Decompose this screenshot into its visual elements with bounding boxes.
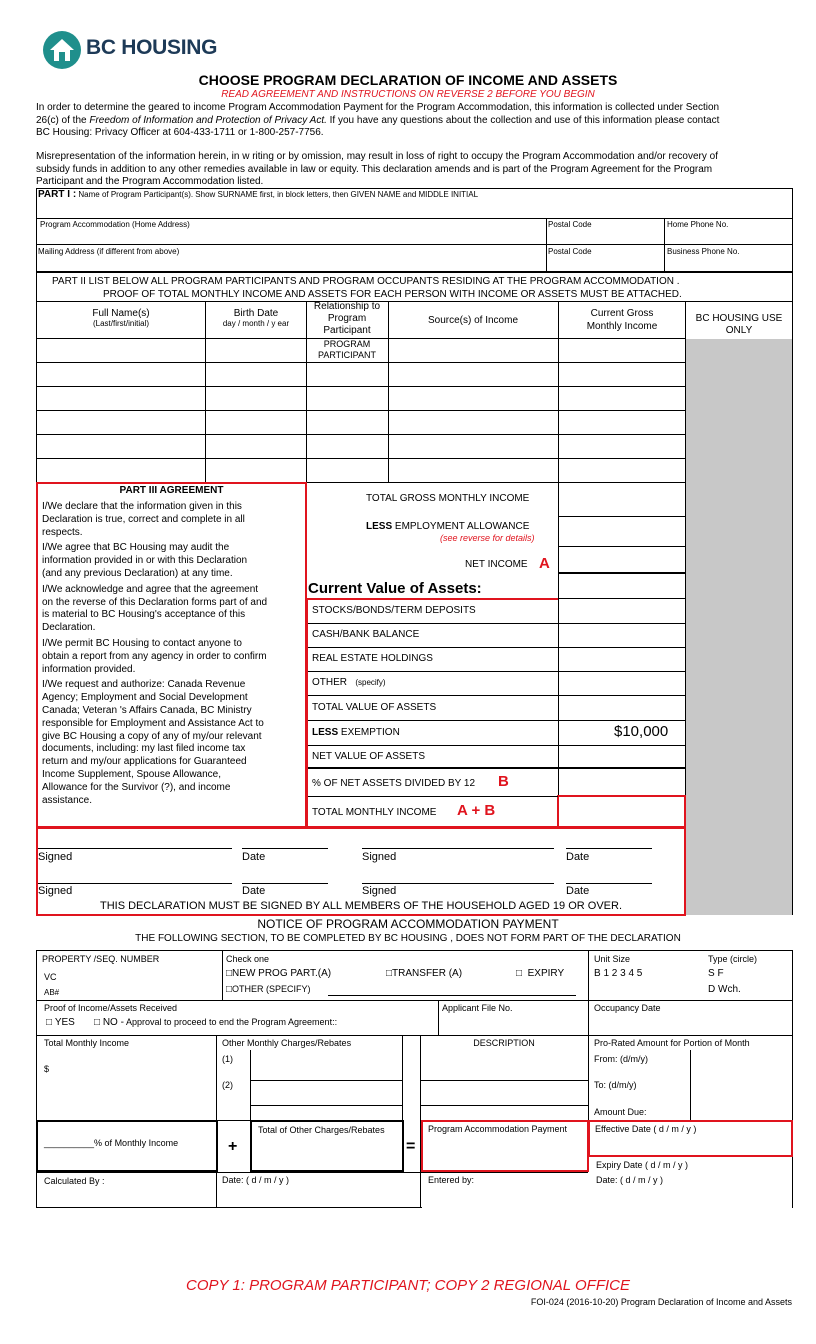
entered-date[interactable]: Date: ( d / m / y )	[596, 1175, 664, 1185]
intro-paragraph: In order to determine the geared to income Program Accommodation Payment for the Program Accommodation, this information is collected under Section 26(c) of the Freedom of Information and Protection of Privacy Act. If you have any questions about the collection and use of this information please contact BC Housing: Privacy Officer at 604-433-1711 or 1-800-257-7756.	[36, 102, 720, 138]
cash-input[interactable]	[560, 625, 685, 646]
part1-heading: PART I : Name of Program Participant(s). Show SURNAME first, in block letters, then GIVEN NAME and MIDDLE INITIAL	[38, 189, 479, 200]
col-relationship: Relationship to Program Participant	[313, 301, 381, 336]
net-income-input[interactable]	[560, 548, 685, 571]
date-label-1: Date	[242, 851, 266, 863]
from-date: From: (d/m/y)	[594, 1054, 648, 1064]
signature-line-3[interactable]	[38, 865, 232, 883]
total-other-charges: Total of Other Charges/Rebates	[258, 1125, 385, 1135]
signed-label-3: Signed	[38, 885, 73, 897]
total-value-of-assets: TOTAL VALUE OF ASSETS	[312, 702, 437, 713]
part3-text: I/We declare that the information given in this Declaration is true, correct and complete in all respects. I/We agree that BC Housing may audit the information provided in or with this Declaration (and any previous Declaration) at any time. I/We acknowledge and agree that the agreement on the reverse of this Declaration forms part of and is material to BC Housing's acceptance of this Declaration. I/We permit BC Housing to contact anyone to obtain a report from any agency in order to confirm information provided. I/We request and authorize: Canada Revenue Agency; Employment and Social Development Canada; Veteran 's Affairs Canada, BC Ministry responsible for Employment and Assistance Act to give BC Housing a copy of any of my/our relevant documents, including: my last filed income tax return and my/our applications for Guaranteed Income Supplement, Spouse Allowance, Allowance for the Survivor (?), and income assistance.	[42, 501, 268, 806]
notice-subtitle: THE FOLLOWING SECTION, TO BE COMPLETED BY BC HOUSING , DOES NOT FORM PART OF THE DECLARATION	[135, 933, 681, 944]
part3-title: PART III AGREEMENT	[119, 485, 224, 496]
other-charges-label: Other Monthly Charges/Rebates	[222, 1038, 352, 1048]
total-gross-monthly-income: TOTAL GROSS MONTHLY INCOME	[366, 493, 530, 504]
home-phone-field[interactable]: Home Phone No.	[667, 220, 729, 229]
vc-label: VC	[44, 972, 57, 982]
pct-net-assets-input[interactable]	[560, 770, 685, 794]
col-full-name: Full Name(s) (Last/first/initial)	[92, 308, 150, 328]
declaration-note: THIS DECLARATION MUST BE SIGNED BY ALL MEMBERS OF THE HOUSEHOLD AGED 19 OR OVER.	[99, 900, 622, 912]
new-prog-checkbox[interactable]: □NEW PROG PART.(A)	[226, 968, 332, 979]
participant-row-2[interactable]	[37, 363, 685, 386]
proof-received-label: Proof of Income/Assets Received	[44, 1003, 178, 1013]
net-assets-input[interactable]	[560, 747, 685, 766]
total-monthly-income-input[interactable]	[560, 798, 684, 826]
prorated-label: Pro-Rated Amount for Portion of Month	[594, 1038, 750, 1048]
total-gross-input[interactable]	[560, 484, 685, 515]
program-participant-label: PROGRAM PARTICIPANT	[317, 339, 376, 360]
transfer-checkbox[interactable]: □TRANSFER (A)	[386, 968, 463, 979]
other-checkbox[interactable]: □OTHER (SPECIFY)	[226, 984, 311, 995]
part2-heading-line2: PROOF OF TOTAL MONTHLY INCOME AND ASSETS FOR EACH PERSON WITH INCOME OR ASSETS MUST BE ATTACHED.	[103, 289, 682, 300]
amount-due: Amount Due:	[594, 1107, 647, 1117]
to-date: To: (d/m/y)	[594, 1080, 637, 1090]
real-estate-input[interactable]	[560, 649, 685, 670]
other-assets: OTHER (specify)	[312, 677, 386, 688]
see-reverse-note: (see reverse for details)	[440, 533, 535, 543]
equals-sign: =	[406, 1138, 416, 1155]
assets-heading: Current Value of Assets:	[308, 580, 482, 597]
signed-label-2: Signed	[362, 851, 397, 863]
warning-paragraph: Misrepresentation of the information herein, in w riting or by omission, may result in loss of right to occupy the Program Accommodation and/or recovery of subsidy funds in addition to any other remedies available in law or equity. This declaration amends and is part of the Program Agreement for the Program Participant and the Program Accommodation listed.	[36, 151, 718, 187]
expiry-checkbox[interactable]: □ EXPIRY	[516, 968, 565, 979]
expiry-date-label: Expiry Date ( d / m / y )	[596, 1160, 689, 1170]
pct-net-assets: % OF NET ASSETS DIVIDED BY 12	[312, 778, 476, 789]
participant-row-3[interactable]	[37, 387, 685, 410]
col-birth-date: Birth Date day / month / y ear	[222, 308, 290, 328]
exemption-value: $10,000	[614, 723, 669, 740]
total-monthly-income-label: Total Monthly Income	[44, 1038, 130, 1048]
unit-size-label: Unit Size	[594, 954, 631, 964]
date-label-4: Date	[566, 885, 590, 897]
net-value-of-assets: NET VALUE OF ASSETS	[312, 751, 425, 762]
signed-label-1: Signed	[38, 851, 73, 863]
notice-title: NOTICE OF PROGRAM ACCOMMODATION PAYMENT	[257, 917, 559, 931]
total-assets-input[interactable]	[560, 697, 685, 719]
employment-allowance: LESS EMPLOYMENT ALLOWANCE	[366, 521, 530, 532]
charge-item-2: (2)	[222, 1080, 233, 1090]
bc-housing-logo	[42, 30, 242, 70]
stocks-bonds: STOCKS/BONDS/TERM DEPOSITS	[312, 605, 476, 616]
charge-item-1: (1)	[222, 1054, 233, 1064]
type-options-sf[interactable]: S F	[708, 968, 724, 979]
less-exemption: LESS EXEMPTION	[312, 727, 400, 738]
part2-heading-line1: PART II LIST BELOW ALL PROGRAM PARTICIPANTS AND PROGRAM OCCUPANTS RESIDING AT THE PROGRAM ACCOMMODATION .	[52, 276, 680, 287]
yes-checkbox[interactable]: □ YES	[46, 1017, 75, 1028]
applicant-file-no: Applicant File No.	[442, 1003, 513, 1013]
calculated-by[interactable]: Calculated By :	[44, 1176, 105, 1186]
signature-line-1[interactable]	[38, 830, 232, 848]
postal-code-field[interactable]: Postal Code	[548, 220, 592, 229]
signature-line-2[interactable]	[362, 830, 554, 848]
bc-housing-logo-icon	[42, 30, 82, 70]
type-label: Type (circle)	[708, 954, 758, 964]
no-checkbox[interactable]: □ NO - Approval to proceed to end the Program Agreement::	[94, 1017, 338, 1028]
program-payment-label: Program Accommodation Payment	[428, 1124, 568, 1134]
employment-allowance-input[interactable]	[560, 518, 685, 545]
form-id: FOI-024 (2016-10-20) Program Declaration of Income and Assets	[530, 1297, 792, 1307]
total-monthly-income: TOTAL MONTHLY INCOME	[312, 807, 437, 818]
occupancy-date: Occupancy Date	[594, 1003, 661, 1013]
instruction-note: READ AGREEMENT AND INSTRUCTIONS ON REVERSE 2 BEFORE YOU BEGIN	[221, 89, 595, 100]
stocks-input[interactable]	[560, 600, 685, 622]
dollar-sign: $	[44, 1064, 50, 1074]
col-gross-monthly-income: Current Gross Monthly Income	[586, 308, 658, 332]
part1-box	[36, 188, 793, 272]
postal-code-field-2[interactable]: Postal Code	[548, 247, 592, 256]
home-address-field[interactable]: Program Accommodation (Home Address)	[40, 220, 190, 229]
signature-line-4[interactable]	[362, 865, 554, 883]
ab-label: AB#	[44, 988, 60, 997]
date-label-3: Date	[242, 885, 266, 897]
pct-monthly-income: __________% of Monthly Income	[44, 1138, 179, 1148]
col-source-of-income: Source(s) of Income	[427, 315, 519, 326]
description-label: DESCRIPTION	[473, 1038, 535, 1048]
unit-size-options[interactable]: B 1 2 3 4 5	[594, 968, 643, 979]
bc-housing-use-shade	[686, 339, 792, 915]
check-one-label: Check one	[226, 954, 270, 964]
calculated-date[interactable]: Date: ( d / m / y )	[222, 1175, 290, 1185]
form-title: CHOOSE PROGRAM DECLARATION OF INCOME AND ASSETS	[198, 72, 618, 88]
participant-row-4[interactable]	[37, 411, 685, 434]
participant-row-5[interactable]	[37, 435, 685, 458]
business-phone-field[interactable]: Business Phone No.	[667, 247, 740, 256]
signed-label-4: Signed	[362, 885, 397, 897]
entered-by[interactable]: Entered by:	[428, 1175, 475, 1185]
col-bc-housing-use: BC HOUSING USE ONLY	[695, 313, 783, 336]
other-assets-input[interactable]	[560, 673, 685, 694]
plus-sign: +	[228, 1138, 238, 1155]
property-seq-number: PROPERTY /SEQ. NUMBER	[42, 954, 160, 964]
cash-bank-balance: CASH/BANK BALANCE	[312, 629, 420, 640]
mailing-address-field[interactable]: Mailing Address (if different from above)	[38, 247, 180, 256]
date-label-2: Date	[566, 851, 590, 863]
participant-row-6[interactable]	[37, 459, 685, 482]
marker-a: A	[539, 555, 550, 572]
net-income: NET INCOME	[465, 559, 528, 570]
copies-note: COPY 1: PROGRAM PARTICIPANT; COPY 2 REGIONAL OFFICE	[186, 1277, 630, 1294]
real-estate-holdings: REAL ESTATE HOLDINGS	[312, 653, 433, 664]
marker-a-plus-b: A + B	[457, 802, 496, 819]
participant-row-1[interactable]	[37, 339, 685, 362]
marker-b: B	[498, 773, 509, 790]
logo-wordmark: BC HOUSING	[86, 36, 218, 59]
effective-date-label: Effective Date ( d / m / y )	[595, 1124, 697, 1134]
type-options-dw[interactable]: D Wch.	[708, 984, 741, 995]
